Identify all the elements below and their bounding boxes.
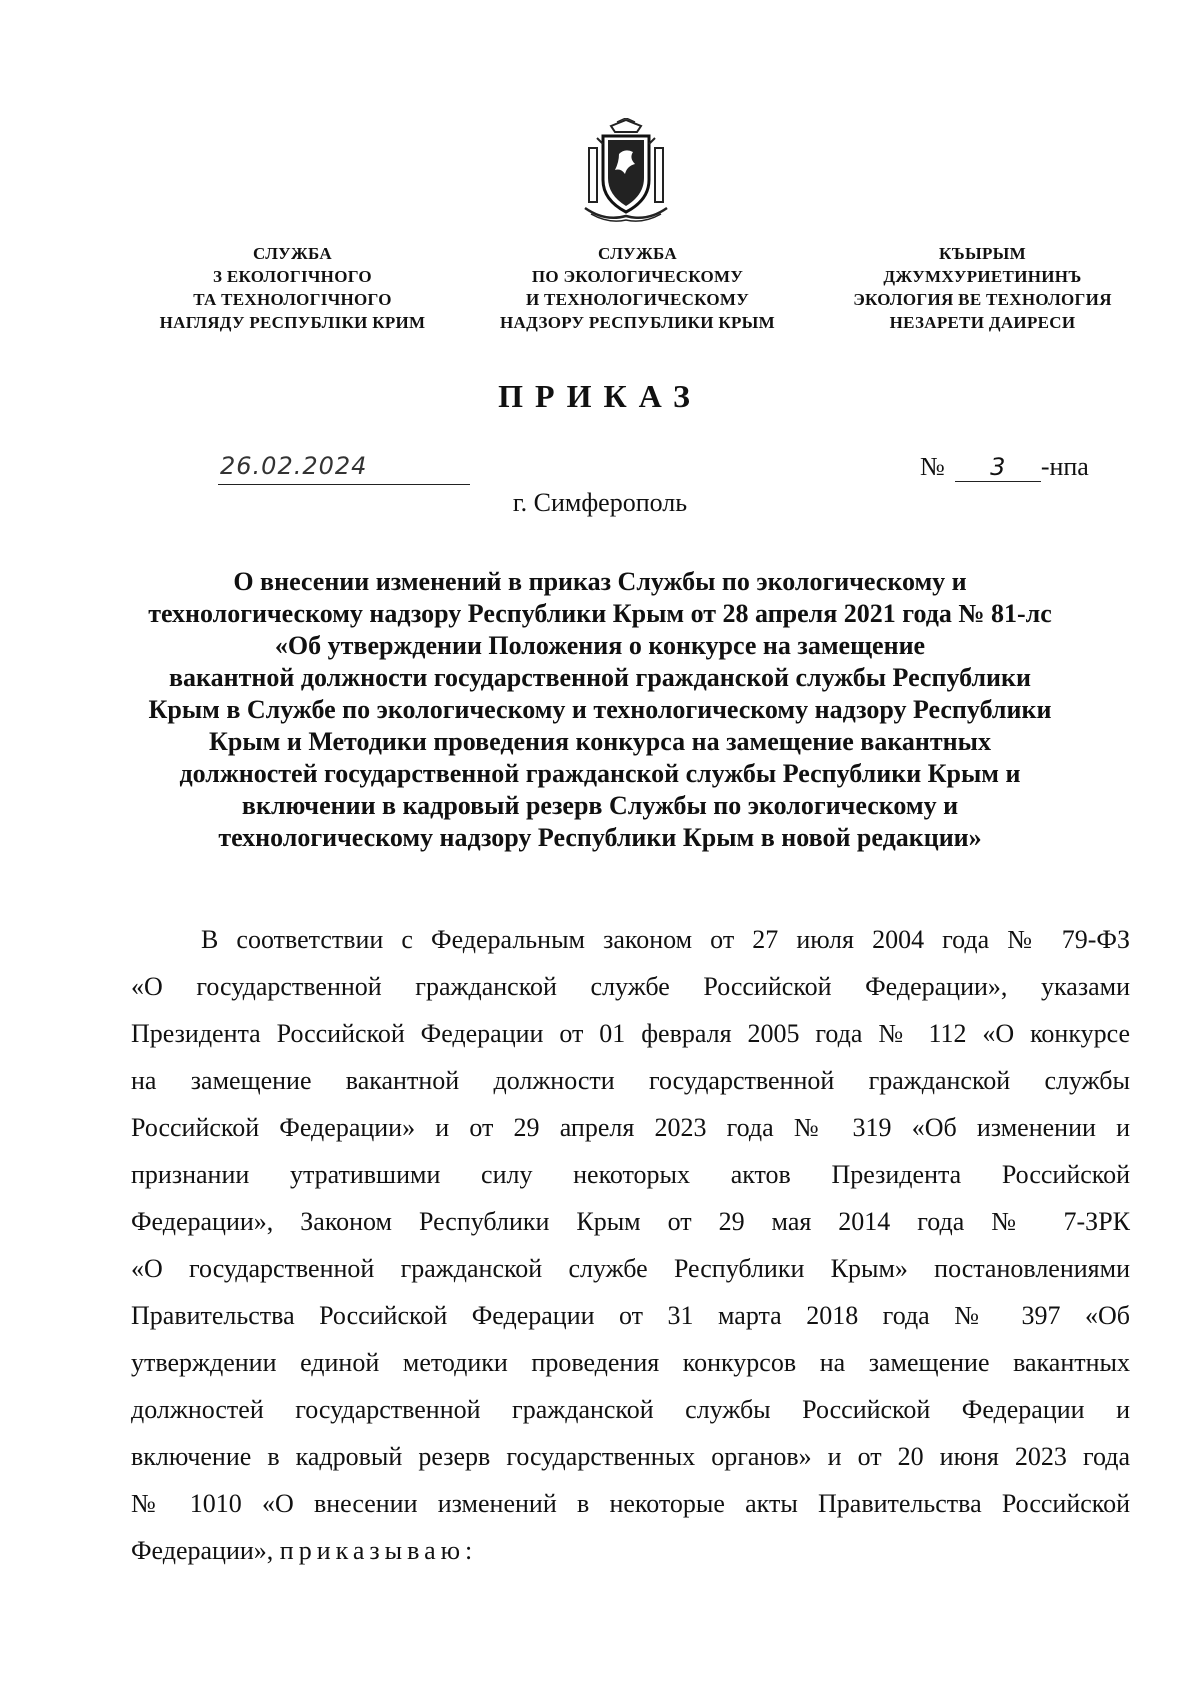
subject-line: технологическому надзору Республики Крым в новой редакции» (218, 823, 982, 852)
body-line: «О государственной гражданской службе Республики Крым» постановлениями (131, 1254, 1130, 1283)
document-number: 3 (955, 453, 1041, 482)
org-center-line: И ТЕХНОЛОГИЧЕСКОМУ (525, 290, 750, 309)
crimea-coat-of-arms-icon (575, 118, 677, 224)
body-line: включение в кадровый резерв государственных органов» и от 20 июня 2023 года (131, 1442, 1130, 1471)
org-right-line: НЕЗАРЕТИ ДАИРЕСИ (889, 313, 1076, 332)
document-body (131, 916, 1130, 1574)
body-line: должностей государственной гражданской службы Российской Федерации и (131, 1395, 1130, 1424)
body-line: Федерации», Законом Республики Крым от 29 мая 2014 года № 7-ЗРК (131, 1207, 1130, 1236)
subject-line: О внесении изменений в приказ Службы по экологическому и (233, 567, 967, 596)
subject-line: технологическому надзору Республики Крым от 28 апреля 2021 года № 81-лс (148, 599, 1052, 628)
body-line: признании утратившими силу некоторых актов Президента Российской (131, 1160, 1130, 1189)
body-line: Российской Федерации» и от 29 апреля 2023 года № 319 «Об изменении и (131, 1113, 1130, 1142)
body-line: на замещение вакантной должности государственной гражданской службы (131, 1066, 1130, 1095)
org-right-line: ЭКОЛОГИЯ ВЕ ТЕХНОЛОГИЯ (853, 290, 1112, 309)
body-line: утверждении единой методики проведения конкурсов на замещение вакантных (131, 1348, 1130, 1377)
org-center-line: СЛУЖБА (598, 244, 677, 263)
org-name-russian (465, 242, 810, 334)
body-line: № 1010 «О внесении изменений в некоторые акты Правительства Российской (131, 1489, 1130, 1518)
body-line: Президента Российской Федерации от 01 февраля 2005 года № 112 «О конкурсе (131, 1019, 1130, 1048)
org-left-line: СЛУЖБА (253, 244, 332, 263)
document-date-field (218, 452, 470, 485)
body-line-final (131, 1527, 1130, 1574)
org-name-crimean-tatar (810, 242, 1155, 334)
body-final-text: Федерации», (131, 1536, 274, 1565)
org-left-line: НАГЛЯДУ РЕСПУБЛІКИ КРИМ (159, 313, 426, 332)
body-line: В соответствии с Федеральным законом от 27 июля 2004 года № 79-ФЗ (201, 925, 1130, 954)
org-name-ukrainian (120, 242, 465, 334)
org-left-line: З ЕКОЛОГІЧНОГО (213, 267, 372, 286)
org-right-line: ДЖУМХУРИЕТИНИНЪ (883, 267, 1082, 286)
document-number-field (920, 452, 1089, 482)
subject-line: Крым в Службе по экологическому и технологическому надзору Республики (148, 695, 1052, 724)
org-center-line: ПО ЭКОЛОГИЧЕСКОМУ (531, 267, 744, 286)
document-title: ПРИКАЗ (498, 378, 702, 414)
body-line: «О государственной гражданской службе Российской Федерации», указами (131, 972, 1130, 1001)
org-right-line: КЪЫРЫМ (939, 244, 1026, 263)
subject-line: должностей государственной гражданской службы Республики Крым и (179, 759, 1021, 788)
number-suffix: -нпа (1040, 452, 1089, 481)
subject-line: включении в кадровый резерв Службы по экологическому и (241, 791, 959, 820)
subject-line: вакантной должности государственной гражданской службы Республики (169, 663, 1031, 692)
document-city: г. Симферополь (512, 488, 688, 517)
subject-line: «Об утверждении Положения о конкурсе на замещение (274, 631, 926, 660)
number-prefix: № (920, 452, 945, 481)
document-subject (130, 566, 1070, 854)
subject-line: Крым и Методики проведения конкурса на замещение вакантных (209, 727, 991, 756)
order-word: приказываю: (279, 1536, 478, 1565)
org-left-line: ТА ТЕХНОЛОГІЧНОГО (193, 290, 392, 309)
document-date: 26.02.2024 (220, 452, 368, 480)
body-line: Правительства Российской Федерации от 31 марта 2018 года № 397 «Об (131, 1301, 1130, 1330)
org-center-line: НАДЗОРУ РЕСПУБЛИКИ КРЫМ (499, 313, 776, 332)
